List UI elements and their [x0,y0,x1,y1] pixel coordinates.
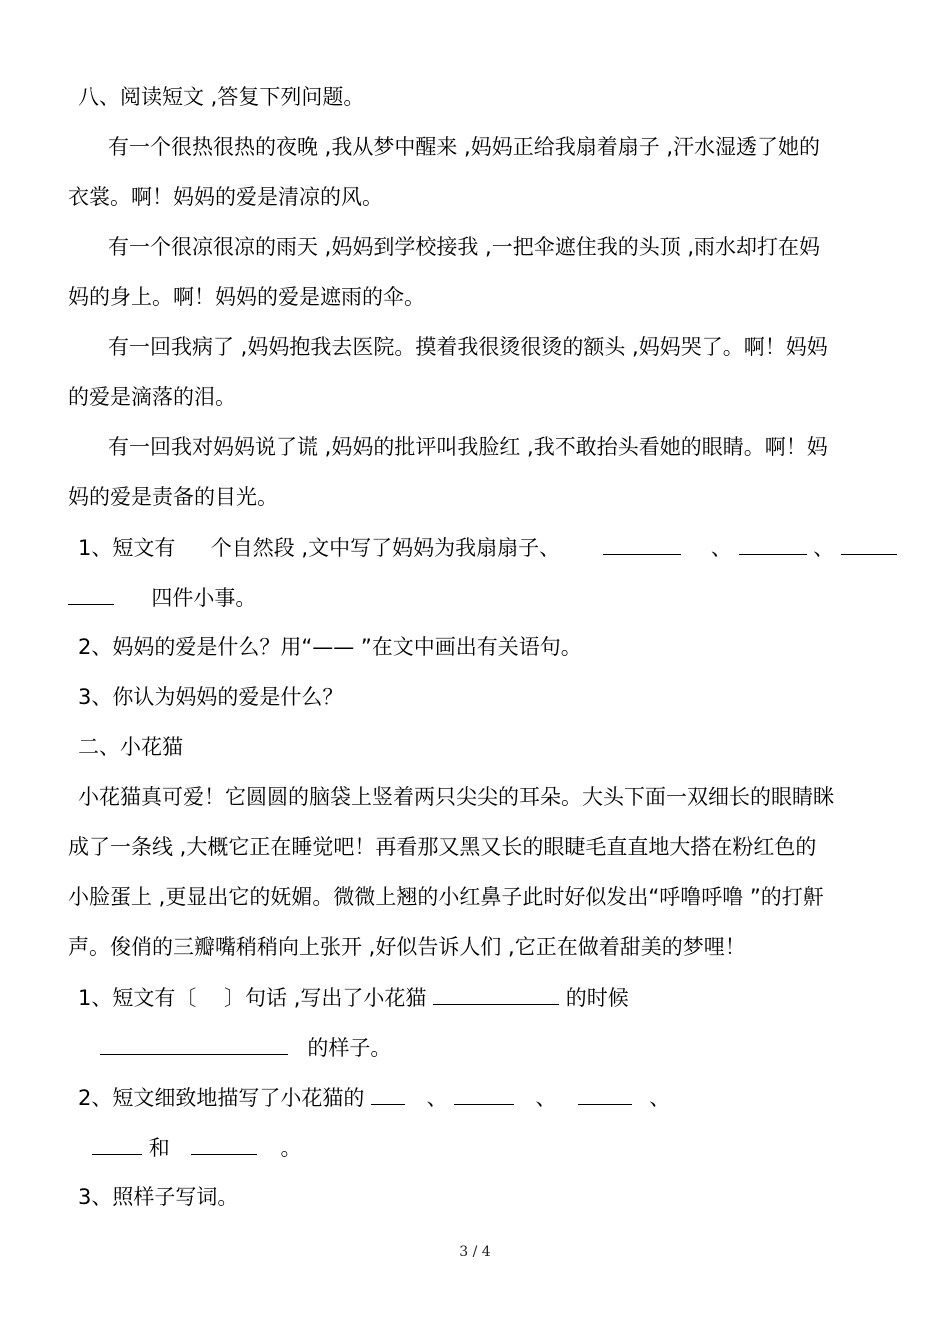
paragraph-4-line-2: 妈的爱是责备的目光。 [68,485,278,509]
s2-q2-blank-4[interactable] [92,1132,142,1155]
s8-q1-end: 四件小事。 [151,586,257,610]
s2-q2-sep-3: 、 [649,1086,671,1110]
s2-q1-middle: 的时候 [565,986,629,1010]
s2-q1-blank-2[interactable] [100,1032,288,1055]
s2-q1-blank-1[interactable] [433,982,559,1005]
paragraph-3-line-2: 的爱是滴落的泪。 [68,385,236,409]
s8-question-1-line-2 [68,582,256,613]
cat-text-line-1: 小花猫真可爱！它圆圆的脑袋上竖着两只尖尖的耳朵。大头下面一双细长的眼睛眯 [78,785,834,809]
s8-q1-middle: 个自然段 ,文中写了妈妈为我扇扇子、 [210,536,561,560]
s2-q2-blank-1[interactable] [371,1082,405,1105]
s2-q2-end: 。 [280,1136,302,1160]
s8-q1-blank-4[interactable] [68,582,114,605]
s2-q2-sep-1: 、 [426,1086,448,1110]
s8-q1-prefix: 1、短文有 [78,536,176,560]
section2-heading: 二、小花猫 [78,735,183,759]
s2-question-1-line-2 [100,1032,391,1063]
s2-q1-end: 的样子。 [307,1036,392,1060]
s8-q1-blank-3[interactable] [841,532,897,555]
s2-question-2-line-2 [92,1132,301,1163]
paragraph-1-line-1: 有一个很热很热的夜晚 ,我从梦中醒来 ,妈妈正给我扇着扇子 ,汗水湿透了她的 [108,135,821,159]
s8-q1-separator-1: 、 [710,536,732,560]
s8-question-3: 3、你认为妈妈的爱是什么？ [78,685,344,709]
paragraph-1-line-2: 衣裳。啊！妈妈的爱是清凉的风。 [68,185,383,209]
s8-q1-separator-2: 、 [813,536,835,560]
s8-question-2: 2、妈妈的爱是什么？用“—— ”在文中画出有关语句。 [78,635,582,659]
s2-question-1-line-1 [78,982,629,1013]
s8-q1-blank-1[interactable] [603,532,681,555]
cat-text-line-4: 声。俊俏的三瓣嘴稍稍向上张开 ,好似告诉人们 ,它正在做着甜美的梦哩！ [68,935,746,959]
s2-q2-blank-3[interactable] [578,1082,632,1105]
s2-q2-sep-2: 、 [535,1086,557,1110]
s2-q2-blank-5[interactable] [191,1132,257,1155]
page-number: 3 / 4 [459,1244,491,1260]
s2-q1-prefix: 1、短文有〔 〕句话 ,写出了小花猫 [78,986,427,1010]
s2-question-3: 3、照样子写词。 [78,1185,239,1209]
s2-question-2-line-1 [78,1082,670,1113]
s8-question-1-line-1 [78,532,897,563]
s8-q1-blank-2[interactable] [739,532,807,555]
paragraph-2-line-1: 有一个很凉很凉的雨天 ,妈妈到学校接我 ,一把伞遮住我的头顶 ,雨水却打在妈 [108,235,821,259]
paragraph-4-line-1: 有一回我对妈妈说了谎 ,妈妈的批评叫我脸红 ,我不敢抬头看她的眼睛。啊！妈 [108,435,828,459]
cat-text-line-2: 成了一条线 ,大概它正在睡觉吧！再看那又黑又长的眼睫毛直直地大搭在粉红色的 [68,835,817,859]
paragraph-2-line-2: 妈的身上。啊！妈妈的爱是遮雨的伞。 [68,285,425,309]
s2-q2-prefix: 2、短文细致地描写了小花猫的 [78,1086,365,1110]
section8-heading: 八、阅读短文 ,答复下列问题。 [78,85,365,109]
cat-text-line-3: 小脸蛋上 ,更显出它的妩媚。微微上翘的小红鼻子此时好似发出“呼噜呼噜 ”的打鼾 [68,885,824,909]
paragraph-3-line-1: 有一回我病了 ,妈妈抱我去医院。摸着我很烫很烫的额头 ,妈妈哭了。啊！妈妈 [108,335,828,359]
s2-q2-blank-2[interactable] [454,1082,514,1105]
s2-q2-and: 和 [148,1136,170,1160]
